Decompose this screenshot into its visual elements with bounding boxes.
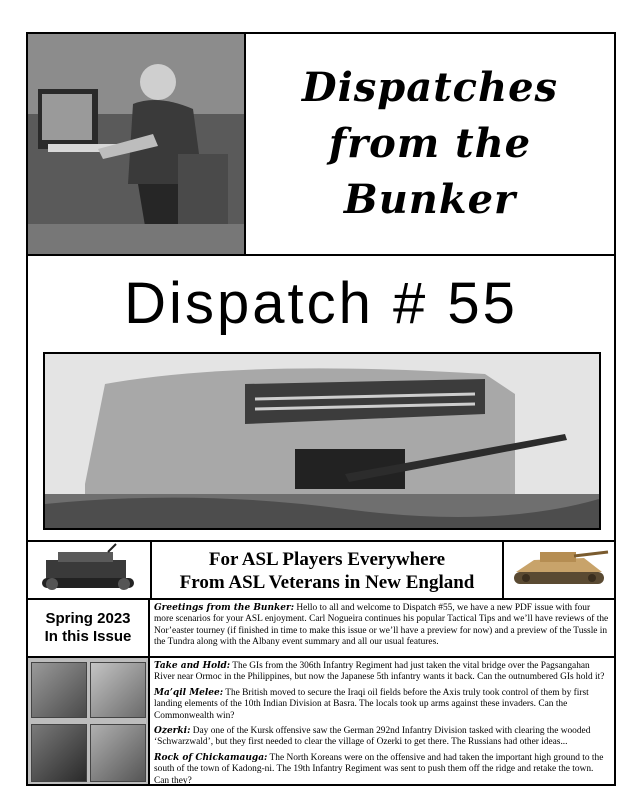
halftrack-image bbox=[28, 542, 152, 598]
thumbnail-troops bbox=[90, 662, 146, 718]
tagline-line-1: For ASL Players Everywhere bbox=[208, 549, 446, 570]
bunker-photo bbox=[43, 352, 601, 530]
article-body: The British moved to secure the Iraqi oil fields before the Axis truly took control of them by first landing elements of the 10th Indian Division at Basra. The locals took up arms against these invaders. Can the Commonwealth win? bbox=[154, 687, 589, 721]
article-body: The North Koreans were on the offensive and had taken the important high ground to the south of the town of Kadong-ni. The 19th Infantry Regiment was sent to push them off the ridge and retake the town. Can they? bbox=[154, 752, 604, 786]
masthead-line-2: from the bbox=[328, 120, 532, 167]
scenario-list bbox=[148, 656, 616, 786]
greetings-body: Hello to all and welcome to Dispatch #55, we have a new PDF issue with four more scenarios for your ASL enjoyment. Carl Nogueira continues his popular Tactical Tips and we’ll have reviews of the Nor’easter tourney (if finished in time to make this issue or we’ll have a preview for now) and a preview of the Tussle in the Tundra along with the Albany event summary and all our usual features. bbox=[154, 603, 609, 648]
article-heading: Ma’qil Melee: bbox=[154, 687, 224, 698]
issue-cover-block bbox=[26, 254, 616, 542]
greetings-box bbox=[148, 598, 616, 658]
article-heading: Rock of Chickamauga: bbox=[154, 752, 268, 763]
scenario-thumbnails bbox=[26, 656, 150, 786]
halftrack-icon bbox=[28, 542, 150, 598]
article-take-and-hold bbox=[154, 661, 610, 684]
radio-operator-photo bbox=[26, 32, 246, 256]
masthead-title bbox=[244, 32, 616, 256]
thumbnail-infantry bbox=[31, 724, 87, 782]
tagline bbox=[154, 548, 500, 594]
masthead-line-3: Bunker bbox=[343, 176, 517, 223]
article-body: The GIs from the 306th Infantry Regiment had just taken the vital bridge over the Pagsangahan River near Ormoc in the Philippines, but now the Japanese 5th infantry wants it back. Can the outnumbered GIs hold it? bbox=[154, 661, 605, 683]
issue-heading: Dispatch # 55 bbox=[124, 271, 518, 336]
masthead-line-1: Dispatches bbox=[301, 64, 559, 111]
issue-in-this-issue: In this Issue bbox=[44, 628, 132, 645]
article-maqil-melee bbox=[154, 688, 610, 722]
radio-operator-illustration bbox=[28, 34, 244, 254]
tagline-line-2: From ASL Veterans in New England bbox=[179, 572, 475, 593]
article-heading: Take and Hold: bbox=[154, 661, 231, 671]
tank-destroyer-icon bbox=[504, 542, 614, 598]
thumbnail-tank bbox=[90, 724, 146, 782]
greetings-paragraph bbox=[154, 603, 610, 649]
tank-destroyer-image bbox=[502, 542, 614, 598]
greetings-heading: Greetings from the Bunker: bbox=[154, 603, 295, 613]
article-body: Day one of the Kursk offensive saw the German 292nd Infantry Division tasked with clearing the wooded ‘Schwarzwald’, but they first needed to clear the village of Ozerki to get there. The Russians had other ideas... bbox=[154, 726, 591, 748]
tagline-row bbox=[26, 540, 616, 600]
article-rock-of-chickamauga bbox=[154, 753, 610, 787]
article-ozerki bbox=[154, 726, 610, 749]
issue-label-box bbox=[26, 598, 150, 658]
issue-season: Spring 2023 bbox=[45, 610, 131, 627]
thumbnail-soldiers bbox=[31, 662, 87, 718]
article-heading: Ozerki: bbox=[154, 726, 191, 737]
bunker-illustration bbox=[45, 354, 599, 528]
